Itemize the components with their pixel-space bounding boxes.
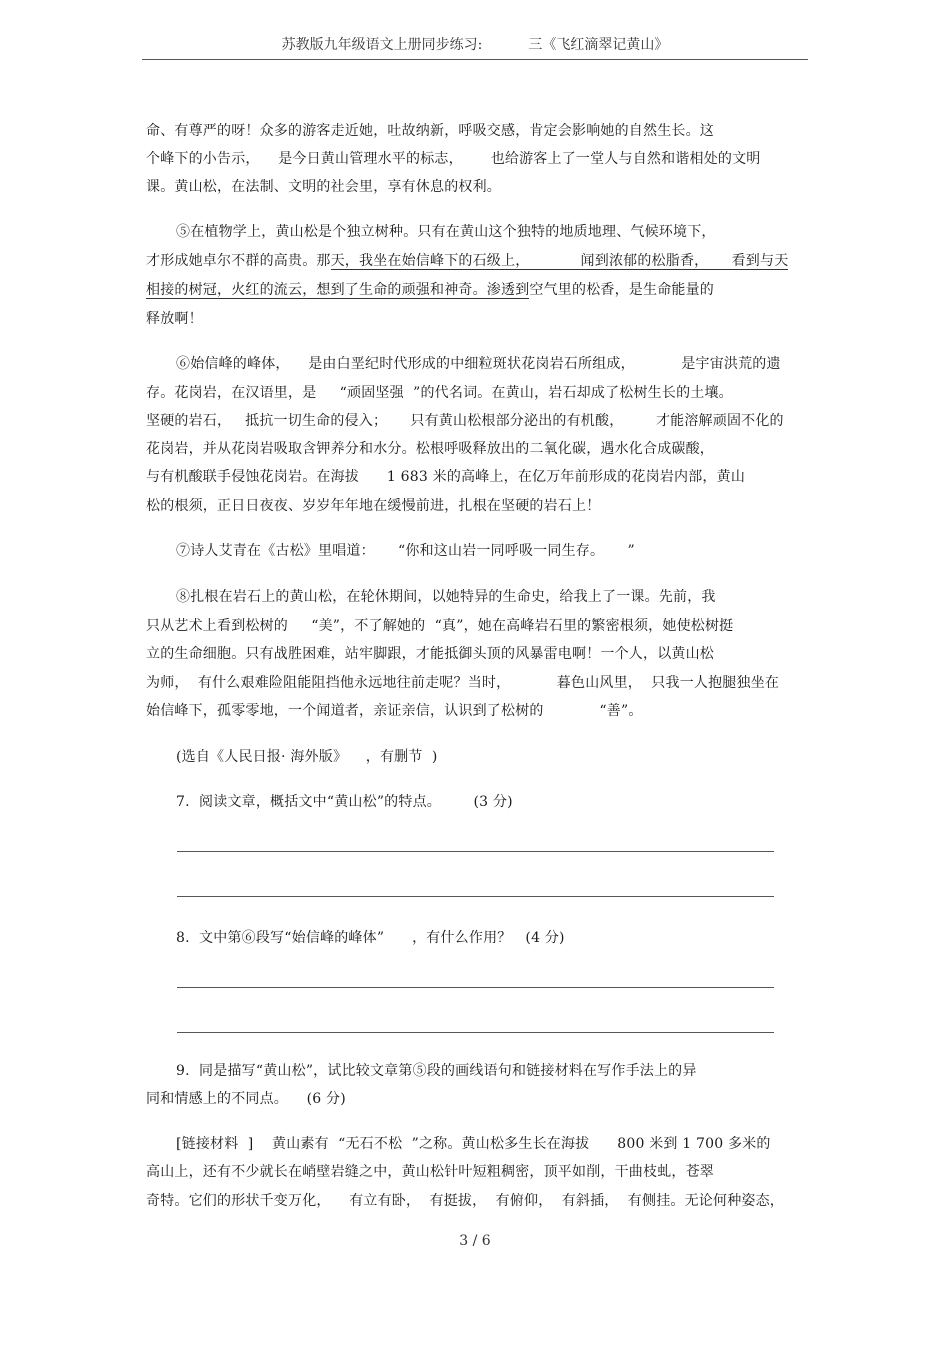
- underlined-sentence: 天，我坐在始信峰下的石级上， 闻到浓郁的松脂香， 看到与天: [330, 253, 789, 269]
- header-rule: [142, 59, 808, 60]
- text-line: ⑧扎根在岩石上的黄山松，在轮休期间，以她特异的生命史，给我上了一课。先前，我: [176, 589, 716, 605]
- answer-line[interactable]: [177, 851, 774, 852]
- text-line: 释放啊！: [146, 311, 203, 327]
- header-left: 苏教版九年级语文上册同步练习:: [281, 37, 483, 53]
- page-number: 3 / 6: [459, 1233, 491, 1249]
- page-header: [142, 34, 808, 58]
- question-8: 8. 文中第⑥段写“始信峰的峰体” ，有什么作用？ (4 分): [176, 930, 565, 946]
- question-7: 7. 阅读文章，概括文中“黄山松”的特点。 (3 分): [176, 794, 513, 810]
- answer-line[interactable]: [177, 1032, 774, 1033]
- text-line: 坚硬的岩石， 抵抗一切生命的侵入； 只有黄山松根部分泌出的有机酸， 才能溶解顽固不化的: [146, 413, 784, 429]
- text-line: 只从艺术上看到松树的 “美”，不了解她的 “真”，她在高峰岩石里的繁密根须，她使松树挺: [146, 618, 734, 634]
- question-9: 9. 同是描写“黄山松”，试比较文章第⑤段的画线语句和链接材料在写作手法上的异: [176, 1063, 697, 1079]
- text-line: 奇特。它们的形状千变万化， 有立有卧， 有挺拔， 有俯仰， 有斜插， 有侧挂。无论何种姿态，: [146, 1193, 784, 1209]
- underlined-sentence: 相接的树冠，火红的流云，想到了生命的顽强和神奇。渗透到: [146, 282, 530, 298]
- text-line: 个峰下的小告示， 是今日黄山管理水平的标志， 也给游客上了一堂人与自然和谐相处的文明: [146, 151, 761, 167]
- text-line: ⑥始信峰的峰体， 是由白垩纪时代形成的中细粒斑状花岗岩石所组成， 是宇宙洪荒的遗: [176, 356, 781, 372]
- source-note: (选自《人民日报· 海外版》 ，有删节 ): [176, 749, 438, 765]
- answer-line[interactable]: [177, 896, 774, 897]
- text-line: 命、有尊严的呀！众多的游客走近她，吐故纳新，呼吸交感，肯定会影响她的自然生长。这: [146, 123, 714, 139]
- text-line: [146, 252, 788, 270]
- text-line: 立的生命细胞。只有战胜困难，站牢脚跟，才能抵御头顶的风暴雷电啊！一个人，以黄山松: [146, 646, 714, 662]
- text-line: [146, 281, 714, 299]
- text-line: 课。黄山松，在法制、文明的社会里，享有休息的权利。: [146, 179, 501, 195]
- text-line: 同和情感上的不同点。 (6 分): [146, 1091, 346, 1107]
- text-line: 花岗岩，并从花岗岩吸取含钾养分和水分。松根呼吸释放出的二氧化碳，遇水化合成碳酸，: [146, 441, 714, 457]
- text-line: ⑤在植物学上，黄山松是个独立树种。只有在黄山这个独特的地质地理、气候环境下，: [176, 224, 716, 240]
- answer-line[interactable]: [177, 987, 774, 988]
- text-line: 与有机酸联手侵蚀花岗岩。在海拔 1 683 米的高峰上，在亿万年前形成的花岗岩内部，黄山: [146, 469, 746, 485]
- text-line: 存。花岗岩，在汉语里，是 “顽固坚强 ”的代名词。在黄山，岩石却成了松树生长的土壤。: [146, 385, 733, 401]
- text-line: ⑦诗人艾青在《古松》里唱道： “你和这山岩一同呼吸一同生存。 ”: [176, 543, 635, 559]
- text-line: 始信峰下，孤零零地，一个闻道者，亲证亲信，认识到了松树的 “善”。: [146, 703, 643, 719]
- header-right: 三《飞红滴翠记黄山》: [528, 37, 669, 53]
- link-material: [链接材料 ] 黄山素有 “无石不松 ”之称。黄山松多生长在海拔 800 米到 1 700 多米的: [176, 1136, 771, 1152]
- text-line: 松的根须，正日日夜夜、岁岁年年地在缓慢前进，扎根在坚硬的岩石上！: [146, 498, 601, 514]
- text-line: 高山上，还有不少就长在峭壁岩缝之中，黄山松针叶短粗稠密，顶平如削，干曲枝虬，苍翠: [146, 1164, 714, 1180]
- text-line: 为师， 有什么艰难险阻能阻挡他永远地往前走呢？当时， 暮色山风里， 只我一人抱腿独坐在: [146, 675, 780, 691]
- text-span: 空气里的松香，是生命能量的: [529, 282, 715, 298]
- text-span: 才形成她卓尔不群的高贵。那: [146, 253, 331, 269]
